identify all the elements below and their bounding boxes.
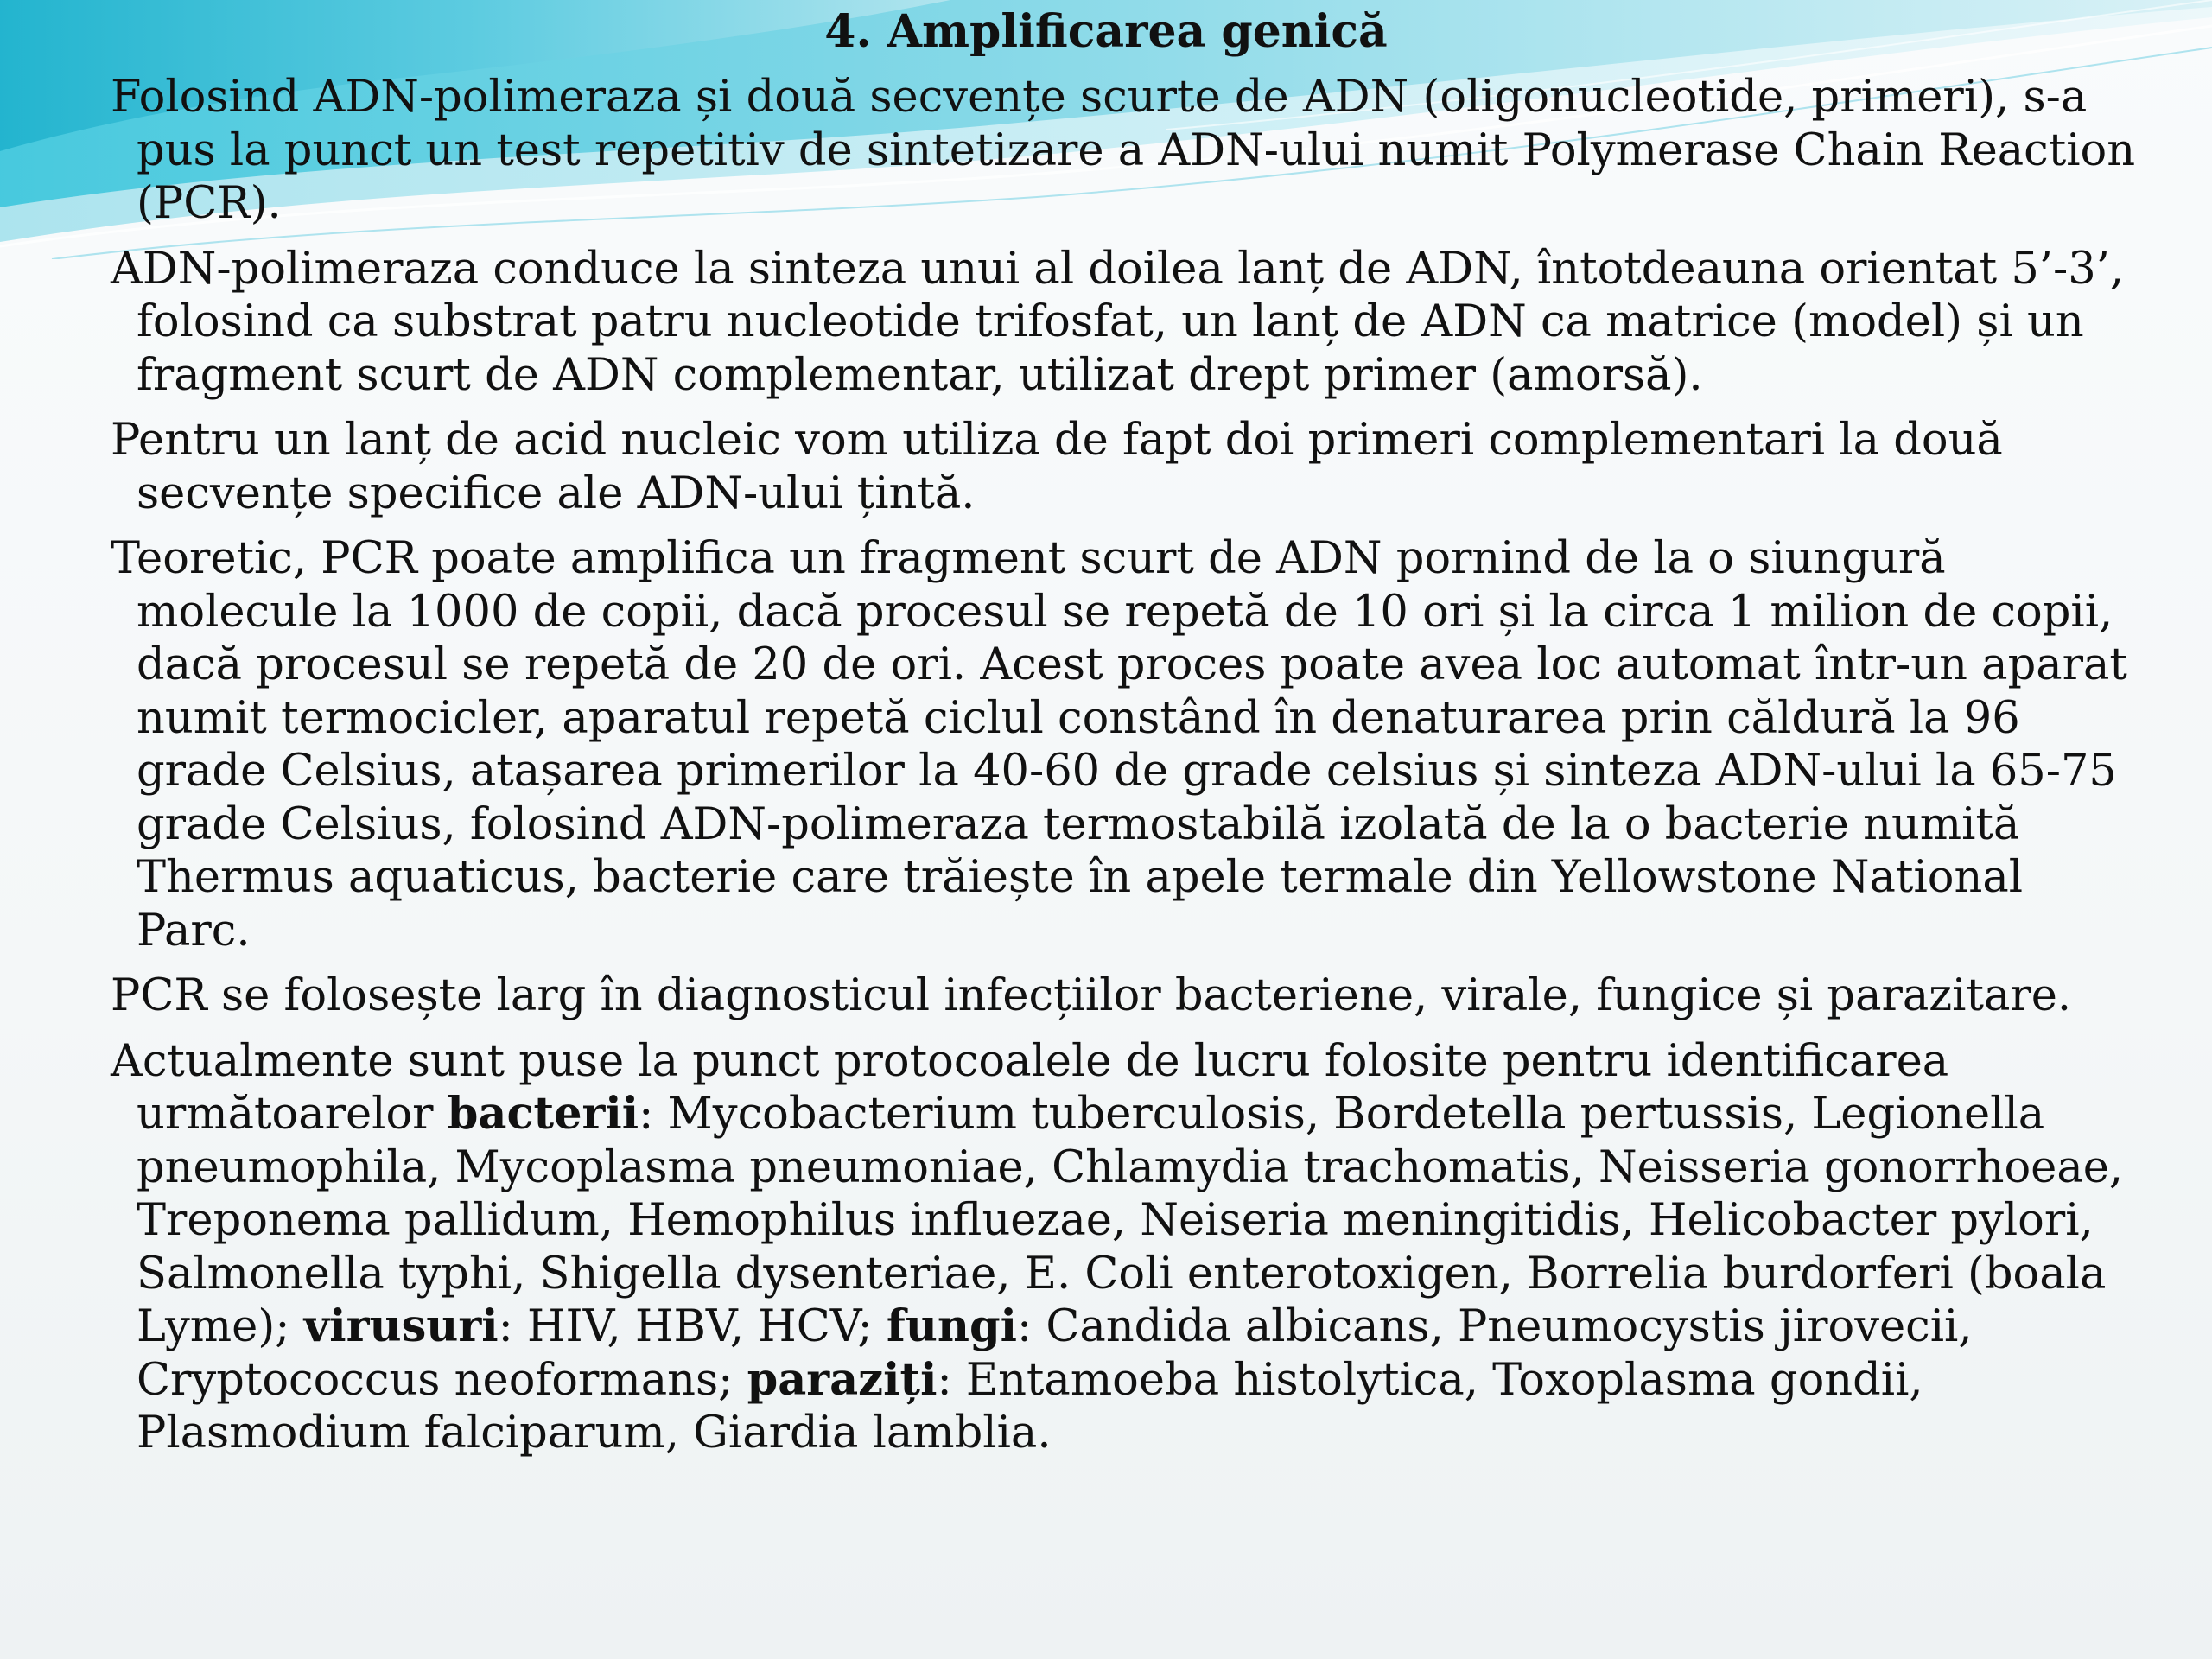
paragraph-primers: Pentru un lanț de acid nucleic vom utiliza de fapt doi primeri complementari la două secvențe specifice ale ADN-ului țintă. <box>111 415 2003 519</box>
fungi-label: fungi <box>886 1300 1018 1352</box>
slide-title: 4. Amplificarea genică <box>824 5 1388 58</box>
protocols-intro: Actualmente sunt puse la punct protocoalele de lucru folosite pentru identificarea următoarelor <box>111 1035 1949 1140</box>
parasites-label: paraziți <box>747 1353 938 1406</box>
paragraph-theory: Teoretic, PCR poate amplifica un fragment scurt de ADN pornind de la o siungură molecule la 1000 de copii, dacă procesul se repetă de 10 ori și la circa 1 milion de copii, dacă procesul se repetă de 20 de ori. Acest proces poate avea loc automat într-un aparat numit termocicler, aparatul repetă ciclul constând în denaturarea prin căldură la 96 grade Celsius, atașarea primerilor la 40-60 de grade celsius și sinteza ADN-ului la 65-75 grade Celsius, folosind ADN-polimeraza termostabilă izolată de la o bacterie numită Thermus aquaticus, bacterie care trăiește în apele termale din Yellowstone National Parc. <box>111 533 2127 957</box>
virus-label: virusuri <box>303 1300 499 1352</box>
parasites-list: : Entamoeba histolytica, Toxoplasma gondii, Plasmodium falciparum, Giardia lamblia. <box>137 1354 1923 1459</box>
paragraph-polymerase: ADN-polimeraza conduce la sinteza unui al doilea lanț de ADN, întotdeauna orientat 5’-3’, folosind ca substrat patru nucleotide trifosfat, un lanț de ADN ca matrice (model) și un fragment scurt de ADN complementar, utilizat drept primer (amorsă). <box>111 243 2125 401</box>
fungi-list: : Candida albicans, Pneumocystis jirovecii, Cryptococcus neoformans; <box>137 1301 1973 1406</box>
virus-list: : HIV, HBV, HCV; <box>498 1301 887 1352</box>
bacteria-list: : Mycobacterium tuberculosis, Bordetella pertussis, Legionella pneumophila, Mycoplasma pneumoniae, Chlamydia trachomatis, Neisseria gonorrhoeae, Treponema pallidum, Hemophilus influezae, Neiseria meningitidis, Helicobacter pylori, Salmonella typhi, Shigella dysenteriae, E. Coli enterotoxigen, Borrelia burdorferi (boala Lyme); <box>137 1089 2124 1352</box>
paragraph-diagnosis: PCR se folosește larg în diagnosticul infecțiilor bacteriene, virale, fungice și parazitare. <box>111 970 2072 1021</box>
slide-body <box>111 71 2141 1472</box>
paragraph-protocols <box>111 1035 2141 1460</box>
bacteria-label: bacterii <box>447 1088 639 1140</box>
paragraph-pcr-intro: Folosind ADN-polimeraza și două secvențe scurte de ADN (oligonucleotide, primeri), s-a pus la punct un test repetitiv de sintetizare a ADN-ului numit Polymerase Chain Reaction (PCR). <box>111 72 2136 229</box>
